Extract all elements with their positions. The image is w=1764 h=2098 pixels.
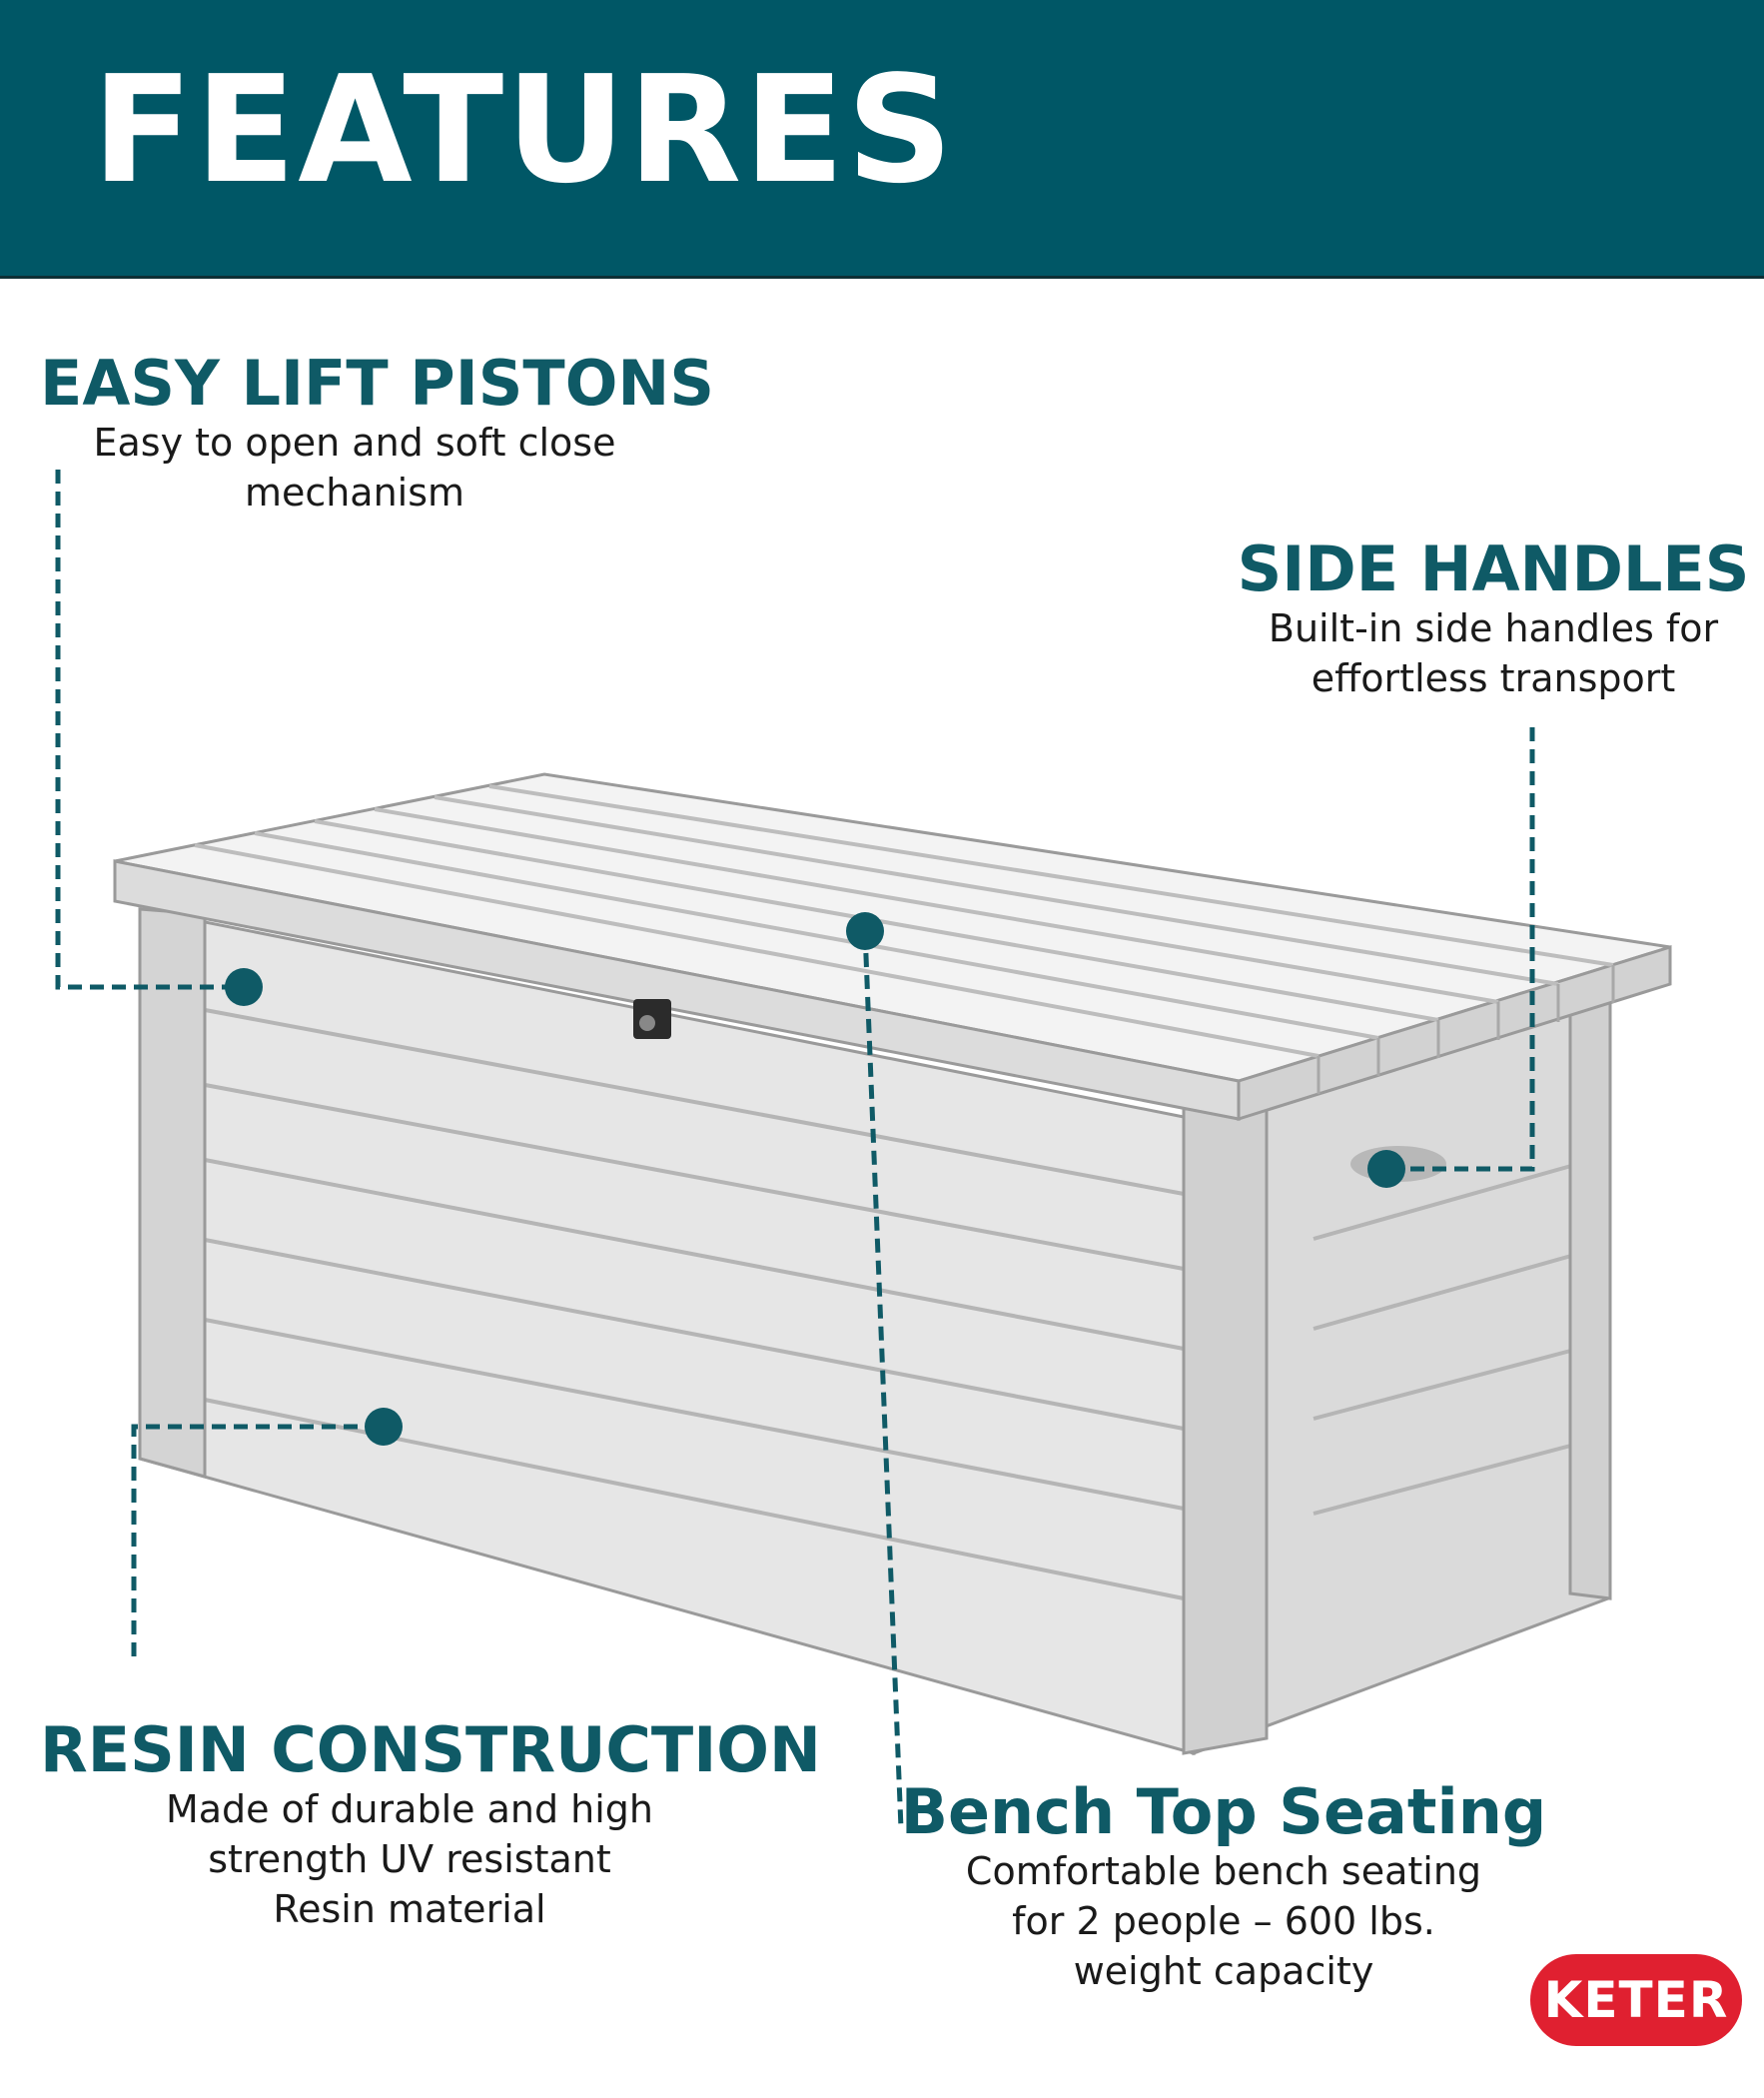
lock-keyhole: [639, 1015, 655, 1031]
feature-title: RESIN CONSTRUCTION: [40, 1713, 821, 1786]
feature-description: Made of durable and high strength UV resistant Resin material: [165, 1787, 654, 1932]
feature-title: SIDE HANDLES: [1237, 532, 1750, 605]
feature-bench-top-seating: [899, 1775, 1548, 1996]
feature-side-handles: [1229, 532, 1758, 703]
feature-resin-construction: [40, 1713, 821, 1934]
callout-dot-side-handles: [1367, 1150, 1405, 1188]
post-back-right: [1570, 999, 1610, 1598]
feature-title: EASY LIFT PISTONS: [40, 347, 714, 420]
post-front-right: [1184, 1104, 1267, 1753]
feature-description: Built-in side handles for effortless transport: [1268, 606, 1719, 701]
logo-text: KETER: [1543, 1971, 1729, 2029]
keter-logo: [1530, 1954, 1742, 2046]
callout-dot-resin: [365, 1408, 403, 1446]
feature-easy-lift-pistons: [40, 347, 714, 518]
page-title: FEATURES: [92, 44, 956, 216]
feature-description: Comfortable bench seating for 2 people – 600 lbs. weight capacity: [965, 1849, 1482, 1994]
callout-dot-bench: [846, 912, 884, 950]
feature-description: Easy to open and soft close mechanism: [93, 421, 616, 516]
callout-dot-easy-lift: [225, 968, 263, 1006]
post-front-left: [140, 909, 205, 1477]
feature-title: Bench Top Seating: [900, 1775, 1547, 1848]
